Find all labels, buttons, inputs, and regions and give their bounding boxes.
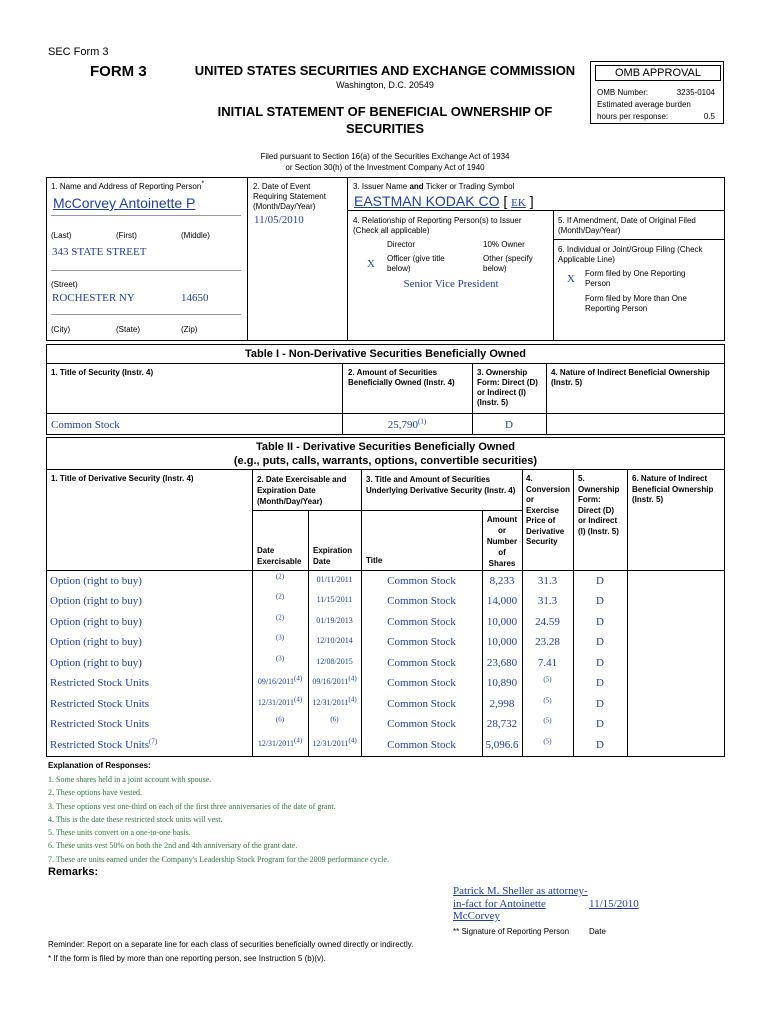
omb-hours-value: 0.5 bbox=[703, 112, 715, 121]
ownership-form: D bbox=[596, 595, 604, 607]
ownership-form: D bbox=[596, 718, 604, 730]
ten-percent-owner-label: 10% Owner bbox=[483, 240, 525, 249]
sec-form-label: SEC Form 3 bbox=[48, 46, 109, 58]
omb-number-label: OMB Number: bbox=[597, 88, 649, 97]
box6-label: 6. Individual or Joint/Group Filing (Check Applicable Line) bbox=[558, 245, 703, 264]
table1-col4-header: 4. Nature of Indirect Beneficial Ownership (Instr. 5) bbox=[551, 368, 710, 387]
exercise-price: 31.3 bbox=[537, 575, 558, 587]
table1-title: Table I - Non-Derivative Securities Beneficially Owned bbox=[245, 348, 526, 360]
expiration-date: 09/16/2011$^{(4)}$ bbox=[312, 674, 357, 686]
state-label: (State) bbox=[116, 325, 141, 334]
individual-filing-mark: X bbox=[567, 273, 575, 285]
underlying-amount: 23,680 bbox=[486, 657, 518, 669]
amount-shares-header: Amount or Number of Shares bbox=[486, 515, 518, 568]
date-exercisable: (2) bbox=[275, 592, 285, 601]
expiration-date: (6) bbox=[330, 715, 339, 724]
filed-pursuant-2: or Section 30(h) of the Investment Company Act of 1940 bbox=[285, 163, 485, 172]
box5-label: 5. If Amendment, Date of Original Filed (Month/Day/Year) bbox=[558, 216, 696, 235]
explanations-title: Explanation of Responses: bbox=[48, 761, 151, 770]
ownership-form: D bbox=[596, 657, 604, 669]
table1-row-form: D bbox=[505, 419, 513, 431]
date-exercisable: (2) bbox=[275, 572, 285, 581]
one-person-label: Form filed by One Reporting Person bbox=[585, 269, 686, 288]
filed-pursuant-1: Filed pursuant to Section 16(a) of the Securities Exchange Act of 1934 bbox=[260, 152, 510, 161]
omb-title: OMB APPROVAL bbox=[595, 65, 721, 81]
signature-name: Patrick M. Sheller as attorney- in-fact for Antoinette McCorvey bbox=[453, 885, 588, 922]
derivative-title: Restricted Stock Units bbox=[50, 718, 149, 730]
expiration-date: 12/31/2011$^{(4)}$ bbox=[312, 736, 357, 748]
statement-title-1: INITIAL STATEMENT OF BENEFICIAL OWNERSHIP OF bbox=[217, 104, 553, 119]
date-exercisable: (3) bbox=[275, 633, 285, 642]
derivative-title: Option (right to buy) bbox=[50, 636, 142, 648]
ownership-form: D bbox=[596, 739, 604, 751]
omb-number-value: 3235-0104 bbox=[676, 88, 715, 97]
date-exercisable: (3) bbox=[275, 654, 285, 663]
table2-col4-header: 4. Conversion or Exercise Price of Derivative Security bbox=[526, 474, 571, 546]
underlying-title: Common Stock bbox=[387, 636, 456, 648]
signature-label: ** Signature of Reporting Person bbox=[453, 927, 570, 936]
explanation-item: 3. These options vest one-third on each of the first three anniversaries of the date of grant. bbox=[48, 801, 336, 811]
box4-label: 4. Relationship of Reporting Person(s) to Issuer (Check all applicable) bbox=[353, 216, 522, 235]
expiration-date: 12/10/2014 bbox=[316, 636, 353, 645]
exercise-price: (5) bbox=[543, 696, 552, 705]
statement-title-2: SECURITIES bbox=[345, 121, 424, 136]
exercise-price: 31.3 bbox=[537, 595, 558, 607]
expiration-date: 01/19/2013 bbox=[316, 616, 353, 625]
expiration-date: 01/11/2011 bbox=[316, 575, 353, 584]
underlying-amount: 5,096.6 bbox=[485, 739, 519, 751]
underlying-amount: 10,890 bbox=[486, 677, 518, 689]
ownership-form: D bbox=[596, 636, 604, 648]
underlying-title: Common Stock bbox=[387, 657, 456, 669]
explanation-item: 5. These units convert on a one-to-one basis. bbox=[48, 828, 191, 838]
underlying-title: Common Stock bbox=[387, 718, 456, 730]
footnote-text: * If the form is filed by more than one reporting person, see Instruction 5 (b)(v). bbox=[48, 954, 326, 963]
derivative-title: Option (right to buy) bbox=[50, 616, 142, 628]
reporting-person-name: McCorvey Antoinette P bbox=[53, 195, 196, 211]
date-exercisable-header: Date Exercisable bbox=[257, 546, 302, 566]
more-persons-label: Form filed by More than One Reporting Person bbox=[585, 294, 687, 313]
box3-label: 3. Issuer Name and Ticker or Trading Symbol bbox=[353, 182, 515, 191]
ownership-form: D bbox=[596, 677, 604, 689]
explanation-item: 2. These options have vested. bbox=[48, 788, 143, 798]
expiration-date: 12/08/2015 bbox=[316, 657, 353, 666]
issuer-line: EASTMAN KODAK CO [ EK ] bbox=[354, 193, 534, 209]
table-row bbox=[46, 735, 725, 755]
date-exercisable: (6) bbox=[275, 715, 285, 724]
derivative-title: Restricted Stock Units bbox=[50, 677, 149, 689]
middle-label: (Middle) bbox=[181, 231, 210, 240]
derivative-title: Restricted Stock Units$^{(7)}$ bbox=[50, 737, 158, 751]
table2-col6-header: 6. Nature of Indirect Beneficial Ownership (Instr. 5) bbox=[632, 474, 714, 504]
table1-col3-header: 3. Ownership Form: Direct (D) or Indirect (I) (Instr. 5) bbox=[477, 368, 538, 407]
first-label: (First) bbox=[116, 231, 137, 240]
table-row bbox=[46, 632, 725, 652]
expiration-date-header: Expiration Date bbox=[313, 546, 353, 566]
underlying-title: Common Stock bbox=[387, 595, 456, 607]
city-label: (City) bbox=[51, 325, 71, 334]
box2-label: 2. Date of Event Requiring Statement (Month/Day/Year) bbox=[253, 182, 326, 211]
signature-date-label: Date bbox=[589, 927, 606, 936]
table1-col2-header: 2. Amount of Securities Beneficially Owned (Instr. 4) bbox=[348, 368, 455, 387]
table2-col3-header: 3. Title and Amount of Securities Underlying Derivative Security (Instr. 4) bbox=[366, 475, 516, 495]
exercise-price: (5) bbox=[543, 716, 552, 725]
ownership-form: D bbox=[596, 575, 604, 587]
explanation-item: 7. These are units earned under the Company's Leadership Stock Program for the 2009 performance cycle. bbox=[48, 854, 389, 864]
issuer-name: EASTMAN KODAK CO bbox=[354, 193, 500, 209]
derivative-title: Option (right to buy) bbox=[50, 575, 142, 587]
street-value: 343 STATE STREET bbox=[52, 246, 147, 258]
underlying-title: Common Stock bbox=[387, 616, 456, 628]
underlying-amount: 2,998 bbox=[489, 698, 515, 710]
exercise-price: (5) bbox=[543, 737, 552, 746]
table1-row-title: Common Stock bbox=[51, 419, 120, 431]
explanation-item: 4. This is the date these restricted stock units will vest. bbox=[48, 814, 223, 824]
table1-col1-header: 1. Title of Security (Instr. 4) bbox=[51, 368, 154, 377]
underlying-amount: 28,732 bbox=[486, 718, 518, 730]
table2-col5-header: 5. Ownership Form: Direct (D) or Indirect (I) (Instr. 5) bbox=[578, 474, 620, 536]
box1-label: 1. Name and Address of Reporting Person* bbox=[51, 180, 205, 191]
underlying-title: Common Stock bbox=[387, 698, 456, 710]
table-row bbox=[46, 673, 725, 693]
underlying-title: Common Stock bbox=[387, 739, 456, 751]
ownership-form: D bbox=[596, 698, 604, 710]
table1-row-amount: 25,790$^{(1)}$ bbox=[387, 417, 427, 431]
exercise-price: 23.28 bbox=[535, 636, 560, 648]
derivative-title: Option (right to buy) bbox=[50, 657, 142, 669]
reminder-text: Reminder: Report on a separate line for each class of securities beneficially owned directly or indirectly. bbox=[48, 940, 414, 949]
commission-title: UNITED STATES SECURITIES AND EXCHANGE COMMISSION bbox=[194, 63, 576, 78]
signature-date: 11/15/2010 bbox=[589, 898, 639, 910]
officer-check-mark: X bbox=[367, 258, 375, 270]
exercise-price: (5) bbox=[543, 675, 552, 684]
ticker-symbol: EK bbox=[511, 197, 526, 209]
underlying-amount: 14,000 bbox=[486, 595, 518, 607]
derivative-title: Restricted Stock Units bbox=[50, 698, 149, 710]
derivative-title: Option (right to buy) bbox=[50, 595, 142, 607]
underlying-amount: 10,000 bbox=[486, 636, 518, 648]
omb-hours-label: hours per response: bbox=[597, 112, 669, 121]
underlying-title-header: Title bbox=[366, 556, 383, 565]
other-label: Other (specify below) bbox=[483, 254, 533, 273]
table-row bbox=[46, 714, 725, 734]
explanations-list bbox=[48, 773, 389, 866]
last-label: (Last) bbox=[51, 231, 72, 240]
omb-burden-label: Estimated average burden bbox=[597, 100, 691, 109]
date-exercisable: 12/31/2011$^{(4)}$ bbox=[257, 736, 303, 748]
omb-approval-box bbox=[590, 61, 724, 124]
zip-value: 14650 bbox=[181, 292, 209, 304]
date-exercisable: 09/16/2011$^{(4)}$ bbox=[257, 674, 303, 686]
date-exercisable: (2) bbox=[275, 613, 285, 622]
officer-label: Officer (give title below) bbox=[387, 254, 445, 273]
table2-col2-header: 2. Date Exercisable and Expiration Date (Month/Day/Year) bbox=[257, 475, 347, 506]
underlying-amount: 8,233 bbox=[489, 575, 515, 587]
officer-title: Senior Vice President bbox=[403, 278, 499, 290]
ownership-form: D bbox=[596, 616, 604, 628]
explanation-item: 1. Some shares held in a joint account with spouse. bbox=[48, 775, 212, 784]
exercise-price: 7.41 bbox=[537, 657, 558, 669]
underlying-amount: 10,000 bbox=[486, 616, 518, 628]
table-row bbox=[46, 571, 725, 591]
explanation-item: 6. These units vest 50% on both the 2nd and 4th anniversary of the grant date. bbox=[48, 841, 298, 851]
underlying-title: Common Stock bbox=[387, 575, 456, 587]
zip-label: (Zip) bbox=[181, 325, 198, 334]
table2-title: Table II - Derivative Securities Beneficially Owned (e.g., puts, calls, warrants, options, convertible securities) bbox=[233, 441, 538, 467]
table-row bbox=[46, 591, 725, 611]
director-label: Director bbox=[387, 240, 416, 249]
commission-location: Washington, D.C. 20549 bbox=[336, 80, 434, 90]
table-row bbox=[46, 694, 725, 714]
table-row bbox=[46, 612, 725, 632]
expiration-date: 11/15/2011 bbox=[316, 595, 353, 604]
table-row bbox=[46, 653, 725, 673]
expiration-date: 12/31/2011$^{(4)}$ bbox=[312, 695, 357, 707]
date-exercisable: 12/31/2011$^{(4)}$ bbox=[257, 695, 303, 707]
exercise-price: 24.59 bbox=[535, 616, 560, 628]
table2-col1-header: 1. Title of Derivative Security (Instr. 4) bbox=[51, 474, 194, 483]
event-date: 11/05/2010 bbox=[254, 214, 304, 226]
underlying-title: Common Stock bbox=[387, 677, 456, 689]
street-label: (Street) bbox=[51, 280, 78, 289]
form-title: FORM 3 bbox=[90, 63, 147, 80]
city-value: ROCHESTER NY bbox=[52, 292, 135, 304]
remarks-title: Remarks: bbox=[48, 866, 99, 878]
